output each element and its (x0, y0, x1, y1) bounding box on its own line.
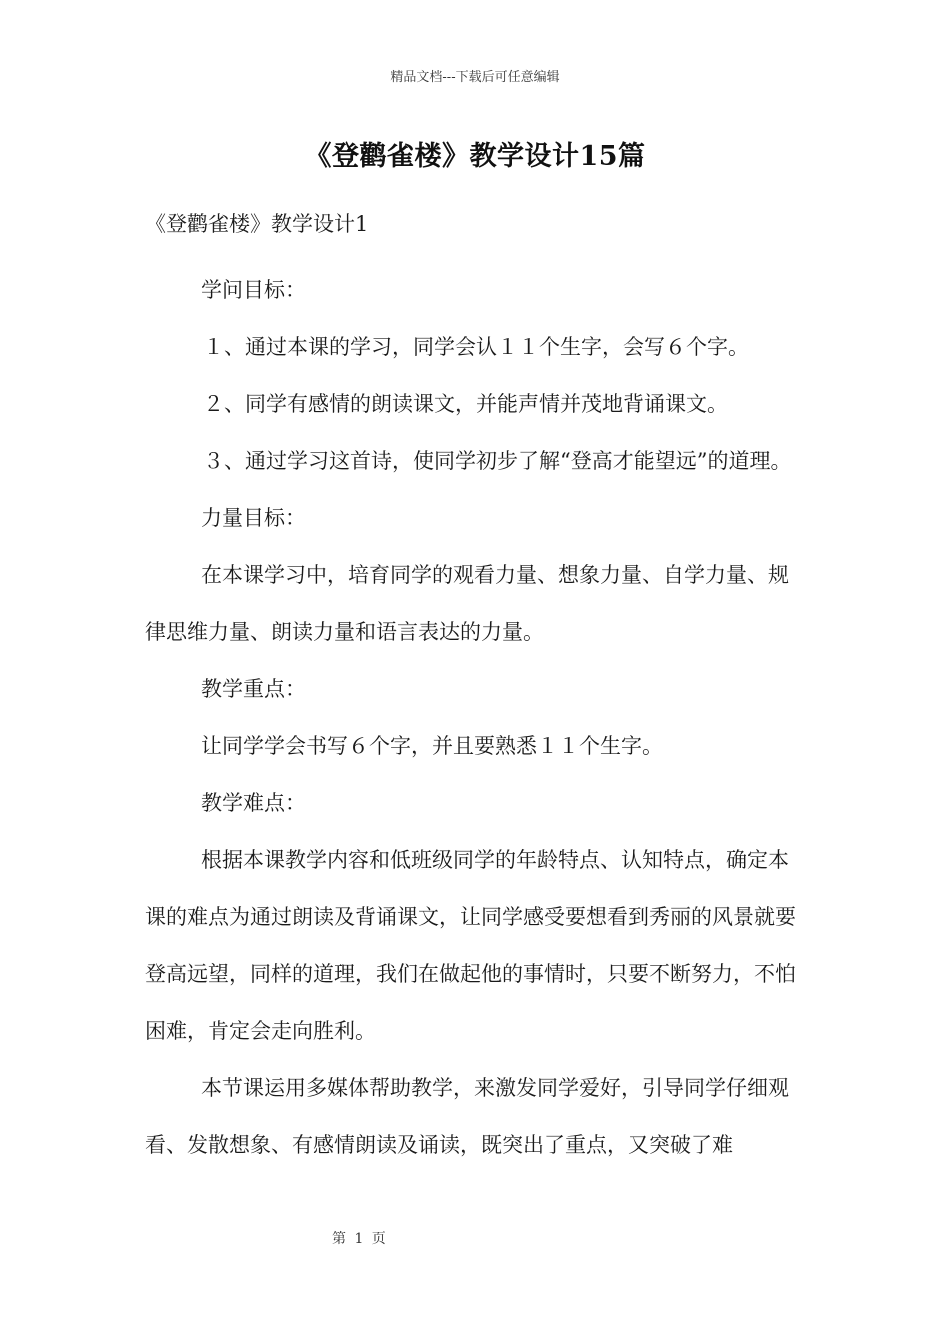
paragraph-key-points: 教学重点： (201, 677, 306, 701)
paragraph-goal-1: １、通过本课的学习，同学会认１１个生字，会写６个字。 (203, 335, 749, 359)
document-body (145, 262, 807, 1174)
paragraph-goal-3: ３、通过学习这首诗，使同学初步了解“登高才能望远”的道理。 (203, 449, 792, 473)
paragraph-key-points-text: 让同学学会书写６个字，并且要熟悉１１个生字。 (201, 734, 663, 758)
paragraph-difficulties-text: 根据本课教学内容和低班级同学的年龄特点、认知特点，确定本课的难点为通过朗读及背诵课文，让同学感受要想看到秀丽的风景就要登高远望，同样的道理，我们在做起他的事情时，只要不断努力，不怕困难，肯定会走向胜利。 (145, 848, 796, 1043)
page-number: 第 1 页 (332, 1231, 388, 1247)
paragraph-difficulties: 教学难点： (201, 791, 306, 815)
paragraph-knowledge-goals: 学问目标： (201, 278, 306, 302)
document-title: 《登鹳雀楼》教学设计15篇 (304, 141, 646, 172)
paragraph-goal-2: ２、同学有感情的朗读课文，并能声情并茂地背诵课文。 (203, 392, 728, 416)
paragraph-ability-text: 在本课学习中，培育同学的观看力量、想象力量、自学力量、规律思维力量、朗读力量和语言表达的力量。 (145, 563, 789, 644)
section-heading: 《登鹳雀楼》教学设计1 (145, 212, 369, 236)
paragraph-multimedia: 本节课运用多媒体帮助教学，来激发同学爱好，引导同学仔细观看、发散想象、有感情朗读及诵读，既突出了重点，又突破了难 (145, 1076, 789, 1157)
page-header: 精品文档---下载后可任意编辑 (390, 70, 560, 85)
paragraph-ability-goals: 力量目标： (201, 506, 306, 530)
